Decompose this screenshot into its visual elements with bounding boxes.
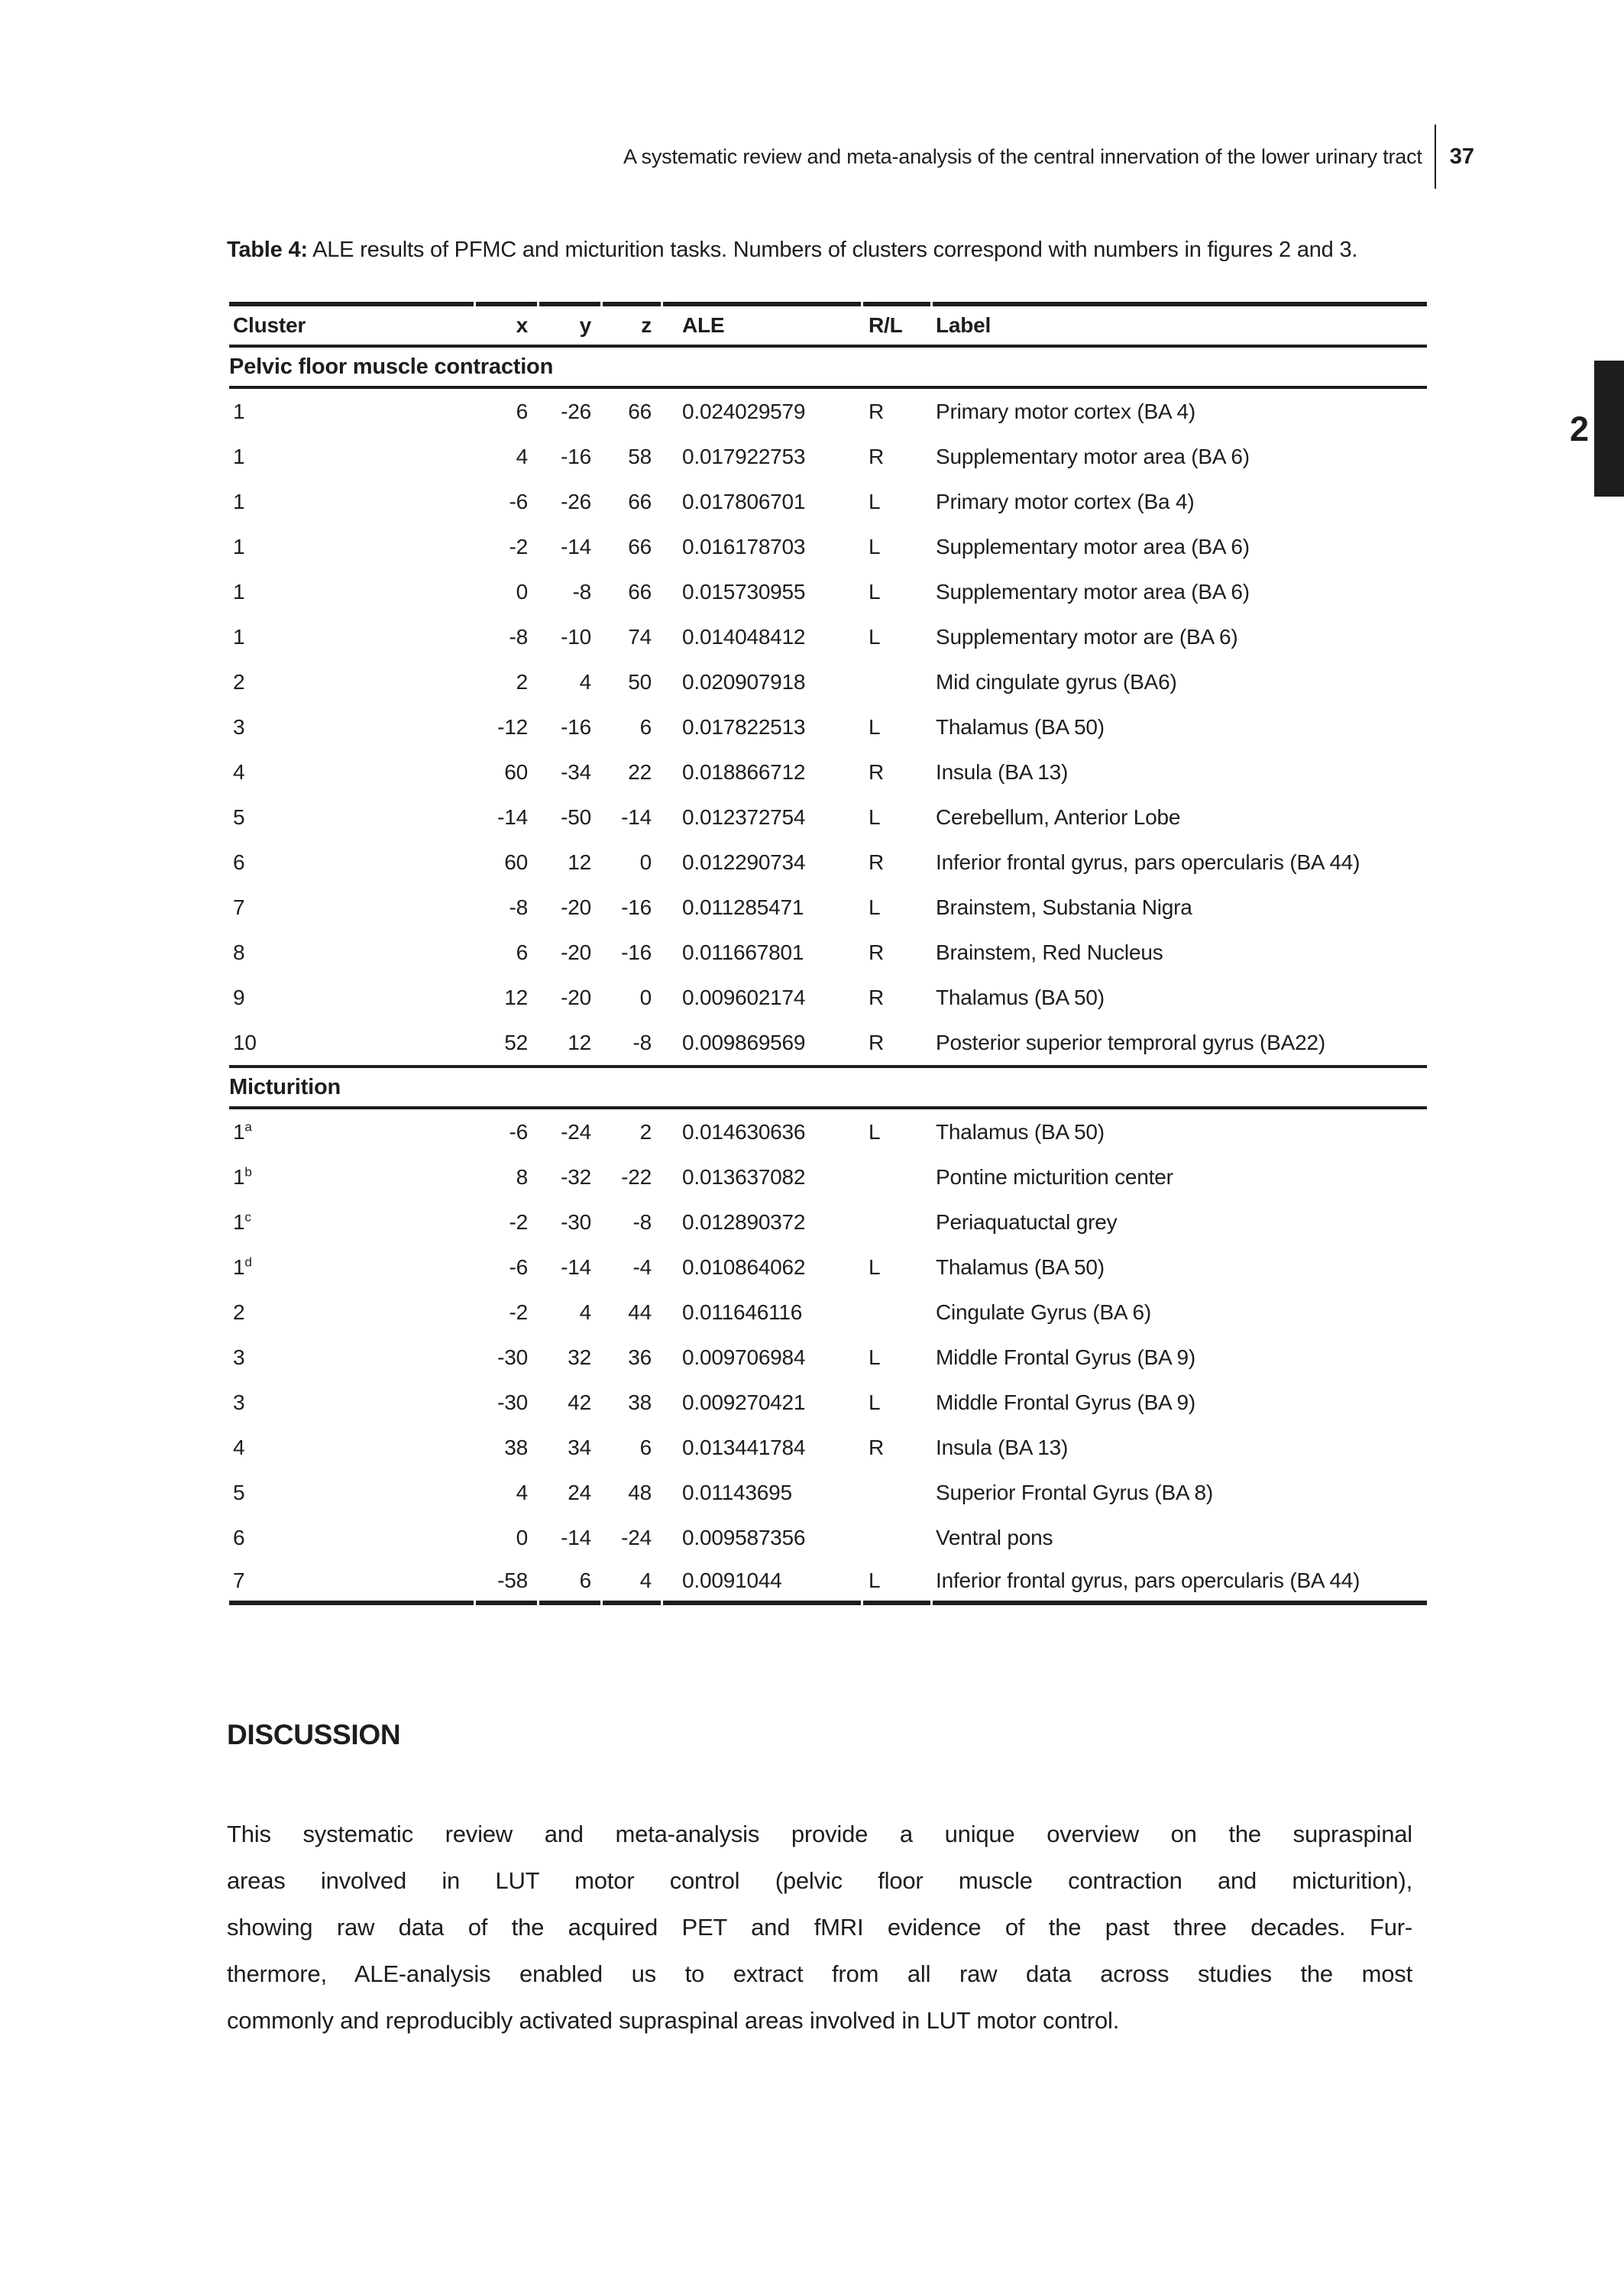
cell-cluster: 4 bbox=[233, 759, 245, 784]
table-row bbox=[229, 569, 1427, 614]
cell-cluster: 1 bbox=[233, 624, 245, 649]
cell-label: Brainstem, Red Nucleus bbox=[936, 940, 1163, 964]
cell-z: 4 bbox=[603, 1560, 661, 1605]
table-row bbox=[229, 1335, 1427, 1380]
cell-x: 2 bbox=[516, 669, 528, 694]
cell-cluster: 3 bbox=[233, 1390, 245, 1414]
cell-x: 4 bbox=[516, 1480, 528, 1504]
cell-y: -16 bbox=[561, 444, 591, 468]
cell-cluster: 5 bbox=[233, 804, 245, 829]
table-row bbox=[229, 795, 1427, 840]
cell-cluster: 7 bbox=[233, 895, 245, 919]
cell-x: -6 bbox=[509, 1254, 528, 1279]
cell-ale: 0.016178703 bbox=[682, 534, 806, 558]
table-section-row bbox=[229, 345, 1427, 389]
table-row bbox=[229, 1470, 1427, 1515]
section-title: Micturition bbox=[229, 1065, 1427, 1109]
table-row bbox=[229, 479, 1427, 524]
cell-z: -16 bbox=[621, 940, 652, 964]
cluster-superscript: c bbox=[244, 1209, 251, 1225]
cell-ale: 0.014630636 bbox=[682, 1119, 806, 1144]
table-row bbox=[229, 1515, 1427, 1560]
cell-x: -2 bbox=[509, 1209, 528, 1234]
cell-rl bbox=[863, 1515, 930, 1560]
cell-y: -26 bbox=[561, 399, 591, 423]
table-row bbox=[229, 975, 1427, 1020]
cell-cluster: 6 bbox=[233, 850, 245, 874]
cell-cluster: 1$^d$ bbox=[233, 1254, 252, 1279]
table-row bbox=[229, 1560, 1427, 1605]
cell-rl: L bbox=[863, 1560, 930, 1605]
cell-label: Supplementary motor area (BA 6) bbox=[936, 444, 1250, 468]
cell-x: 8 bbox=[516, 1164, 528, 1189]
cell-y: -50 bbox=[561, 804, 591, 829]
cell-z: 66 bbox=[628, 534, 652, 558]
cell-y: 4 bbox=[579, 669, 591, 694]
paragraph-line: showing raw data of the acquired PET and fMRI evidence of the past three decades. Fur- bbox=[227, 1914, 1412, 1941]
cell-z: 6 bbox=[639, 714, 652, 739]
cell-x: 60 bbox=[504, 850, 528, 874]
column-header-cluster: Cluster bbox=[229, 302, 474, 345]
cell-ale: 0.015730955 bbox=[682, 579, 806, 604]
cell-label: Superior Frontal Gyrus (BA 8) bbox=[936, 1480, 1213, 1504]
cell-cluster: 1 bbox=[233, 444, 245, 468]
table-header-row bbox=[229, 302, 1427, 345]
table-row bbox=[229, 840, 1427, 885]
cell-x: 6 bbox=[516, 940, 528, 964]
cell-rl: R bbox=[869, 399, 885, 423]
cell-x: 6 bbox=[516, 399, 528, 423]
table-row bbox=[229, 1245, 1427, 1290]
cell-label: Mid cingulate gyrus (BA6) bbox=[936, 669, 1177, 694]
cell-cluster: 3 bbox=[233, 714, 245, 739]
cell-ale: 0.011667801 bbox=[682, 940, 804, 964]
cell-rl: L bbox=[869, 579, 881, 604]
cell-ale: 0.017922753 bbox=[682, 444, 806, 468]
cell-y: -24 bbox=[561, 1119, 591, 1144]
cell-cluster: 2 bbox=[233, 669, 245, 694]
cell-rl: L bbox=[869, 804, 881, 829]
table-row bbox=[229, 1020, 1427, 1065]
cell-label: Supplementary motor area (BA 6) bbox=[936, 579, 1250, 604]
cell-x: -30 bbox=[497, 1345, 528, 1369]
cell-label: Posterior superior temproral gyrus (BA22) bbox=[936, 1030, 1325, 1054]
cell-z: 44 bbox=[628, 1300, 652, 1324]
table-section-row bbox=[229, 1065, 1427, 1109]
cell-label: Supplementary motor area (BA 6) bbox=[936, 534, 1250, 558]
cell-ale: 0.012290734 bbox=[682, 850, 806, 874]
column-header-rl: R/L bbox=[863, 302, 930, 345]
cell-rl: R bbox=[869, 850, 885, 874]
cell-cluster: 4 bbox=[233, 1435, 245, 1459]
cell-rl: L bbox=[869, 1390, 881, 1414]
cell-z: 50 bbox=[628, 669, 652, 694]
cell-y: -14 bbox=[561, 1525, 591, 1549]
cell-x: 4 bbox=[516, 444, 528, 468]
cell-z: 0 bbox=[639, 985, 652, 1009]
cell-label: Middle Frontal Gyrus (BA 9) bbox=[936, 1345, 1196, 1369]
cell-ale: 0.024029579 bbox=[682, 399, 806, 423]
cell-label: Insula (BA 13) bbox=[936, 1435, 1069, 1459]
cell-label: Middle Frontal Gyrus (BA 9) bbox=[936, 1390, 1196, 1414]
cell-ale: 0.009587356 bbox=[682, 1525, 806, 1549]
column-header-label: Label bbox=[933, 302, 1427, 345]
cell-z: 36 bbox=[628, 1345, 652, 1369]
cell-cluster: 1 bbox=[233, 399, 245, 423]
cell-x: -8 bbox=[509, 895, 528, 919]
cell-y: 6 bbox=[539, 1560, 600, 1605]
table-row bbox=[229, 930, 1427, 975]
cell-y: -14 bbox=[561, 534, 591, 558]
cell-x: -14 bbox=[497, 804, 528, 829]
cell-y: 34 bbox=[568, 1435, 591, 1459]
cell-ale: 0.0091044 bbox=[663, 1560, 861, 1605]
cell-ale: 0.020907918 bbox=[682, 669, 806, 694]
table-row bbox=[229, 1425, 1427, 1470]
table-row bbox=[229, 1290, 1427, 1335]
paragraph-line: thermore, ALE-analysis enabled us to extract from all raw data across studies the most bbox=[227, 1960, 1412, 1987]
table-row bbox=[229, 1380, 1427, 1425]
table-caption bbox=[227, 235, 1419, 265]
cell-z: 66 bbox=[628, 489, 652, 513]
paragraph-line: This systematic review and meta-analysis provide a unique overview on the supraspinal bbox=[227, 1821, 1412, 1847]
cell-x: -12 bbox=[497, 714, 528, 739]
cell-rl bbox=[863, 659, 930, 704]
cell-y: -32 bbox=[561, 1164, 591, 1189]
cluster-superscript: d bbox=[244, 1254, 252, 1270]
cell-cluster: 10 bbox=[233, 1030, 257, 1054]
cluster-superscript: b bbox=[244, 1164, 252, 1180]
cell-label: Thalamus (BA 50) bbox=[936, 1119, 1105, 1144]
table-row bbox=[229, 389, 1427, 434]
cell-label: Inferior frontal gyrus, pars opercularis (BA 44) bbox=[936, 850, 1360, 874]
cell-ale: 0.010864062 bbox=[682, 1254, 806, 1279]
cell-rl: L bbox=[869, 1254, 881, 1279]
cell-y: -26 bbox=[561, 489, 591, 513]
cell-y: -8 bbox=[572, 579, 591, 604]
cell-y: 24 bbox=[568, 1480, 591, 1504]
cell-ale: 0.009869569 bbox=[682, 1030, 806, 1054]
cell-y: 4 bbox=[579, 1300, 591, 1324]
cell-ale: 0.017822513 bbox=[682, 714, 806, 739]
cell-cluster: 3 bbox=[233, 1345, 245, 1369]
table-row bbox=[229, 614, 1427, 659]
cell-z: -24 bbox=[621, 1525, 652, 1549]
cell-x: -2 bbox=[509, 1300, 528, 1324]
cell-ale: 0.018866712 bbox=[682, 759, 806, 784]
discussion-heading: DISCUSSION bbox=[227, 1719, 401, 1750]
cell-cluster: 6 bbox=[233, 1525, 245, 1549]
cell-cluster: 1$^b$ bbox=[233, 1164, 252, 1189]
cell-label: Insula (BA 13) bbox=[936, 759, 1069, 784]
table-row bbox=[229, 749, 1427, 795]
cell-cluster: 7 bbox=[229, 1560, 474, 1605]
cell-y: 12 bbox=[568, 850, 591, 874]
cell-rl: R bbox=[869, 1030, 885, 1054]
table-caption-label: Table 4: bbox=[227, 238, 308, 262]
cell-z: 66 bbox=[628, 579, 652, 604]
cell-rl: R bbox=[869, 444, 885, 468]
cell-label: Primary motor cortex (Ba 4) bbox=[936, 489, 1195, 513]
cell-rl: R bbox=[869, 759, 885, 784]
ale-results-table bbox=[227, 302, 1429, 1605]
table-row bbox=[229, 434, 1427, 479]
table-row bbox=[229, 1199, 1427, 1245]
cell-y: -20 bbox=[561, 940, 591, 964]
cell-ale: 0.013637082 bbox=[682, 1164, 806, 1189]
cell-y: -34 bbox=[561, 759, 591, 784]
cell-label: Pontine micturition center bbox=[936, 1164, 1173, 1189]
cell-z: 2 bbox=[639, 1119, 652, 1144]
chapter-tab-marker bbox=[1594, 361, 1624, 497]
cell-rl bbox=[863, 1154, 930, 1199]
header-divider-rule bbox=[1435, 125, 1436, 189]
cell-rl: R bbox=[869, 940, 885, 964]
cell-ale: 0.012890372 bbox=[682, 1209, 806, 1234]
column-header-z: z bbox=[603, 302, 661, 345]
cell-x: -2 bbox=[509, 534, 528, 558]
table-row bbox=[229, 524, 1427, 569]
cell-rl: L bbox=[869, 534, 881, 558]
cell-z: -4 bbox=[632, 1254, 652, 1279]
cell-label: Ventral pons bbox=[936, 1525, 1053, 1549]
cell-x: -8 bbox=[509, 624, 528, 649]
cell-label: Thalamus (BA 50) bbox=[936, 985, 1105, 1009]
cell-cluster: 1 bbox=[233, 579, 245, 604]
cell-cluster: 2 bbox=[233, 1300, 245, 1324]
cell-rl bbox=[863, 1199, 930, 1245]
cell-rl: L bbox=[869, 714, 881, 739]
chapter-number: 2 bbox=[1569, 410, 1589, 448]
cell-z: -16 bbox=[621, 895, 652, 919]
discussion-paragraph bbox=[227, 1811, 1412, 2044]
cell-z: -22 bbox=[621, 1164, 652, 1189]
cell-z: 38 bbox=[628, 1390, 652, 1414]
cell-rl: L bbox=[869, 624, 881, 649]
cell-x: 0 bbox=[516, 579, 528, 604]
cell-y: 32 bbox=[568, 1345, 591, 1369]
cell-rl: L bbox=[869, 1345, 881, 1369]
cell-z: -8 bbox=[632, 1030, 652, 1054]
cell-y: -20 bbox=[561, 895, 591, 919]
paragraph-line: commonly and reproducibly activated supraspinal areas involved in LUT motor control. bbox=[227, 2007, 1120, 2034]
cell-ale: 0.017806701 bbox=[682, 489, 806, 513]
cell-z: 48 bbox=[628, 1480, 652, 1504]
cell-ale: 0.01143695 bbox=[682, 1480, 792, 1504]
running-header-title: A systematic review and meta-analysis of the central innervation of the lower urinary tract bbox=[623, 144, 1422, 168]
cell-x: 38 bbox=[504, 1435, 528, 1459]
table-row bbox=[229, 1154, 1427, 1199]
page-number: 37 bbox=[1449, 144, 1474, 169]
cell-ale: 0.011646116 bbox=[682, 1300, 803, 1324]
cell-rl bbox=[863, 1470, 930, 1515]
cell-z: -8 bbox=[632, 1209, 652, 1234]
column-header-x: x bbox=[476, 302, 537, 345]
cell-x: -6 bbox=[509, 1119, 528, 1144]
cell-y: -30 bbox=[561, 1209, 591, 1234]
cell-x: 0 bbox=[516, 1525, 528, 1549]
cell-label: Periaquatuctal grey bbox=[936, 1209, 1118, 1234]
cell-ale: 0.014048412 bbox=[682, 624, 806, 649]
column-header-ale: ALE bbox=[663, 302, 861, 345]
cell-rl: L bbox=[869, 489, 881, 513]
cell-y: -14 bbox=[561, 1254, 591, 1279]
cell-x: 52 bbox=[504, 1030, 528, 1054]
cell-z: 74 bbox=[628, 624, 652, 649]
table-row bbox=[229, 659, 1427, 704]
cell-rl: L bbox=[869, 895, 881, 919]
cell-ale: 0.009706984 bbox=[682, 1345, 806, 1369]
cell-z: 66 bbox=[628, 399, 652, 423]
cell-z: -14 bbox=[621, 804, 652, 829]
cluster-superscript: a bbox=[244, 1119, 252, 1135]
cell-rl bbox=[863, 1290, 930, 1335]
cell-label: Thalamus (BA 50) bbox=[936, 714, 1105, 739]
table-row bbox=[229, 885, 1427, 930]
cell-cluster: 1$^a$ bbox=[233, 1119, 252, 1144]
cell-z: 58 bbox=[628, 444, 652, 468]
cell-x: 12 bbox=[504, 985, 528, 1009]
cell-label: Inferior frontal gyrus, pars opercularis (BA 44) bbox=[933, 1560, 1427, 1605]
table-body bbox=[229, 345, 1427, 1605]
cell-cluster: 5 bbox=[233, 1480, 245, 1504]
cell-label: Cerebellum, Anterior Lobe bbox=[936, 804, 1181, 829]
cell-label: Cingulate Gyrus (BA 6) bbox=[936, 1300, 1151, 1324]
cell-cluster: 1 bbox=[233, 489, 245, 513]
cell-y: -10 bbox=[561, 624, 591, 649]
cell-ale: 0.011285471 bbox=[682, 895, 804, 919]
table-row bbox=[229, 1109, 1427, 1154]
cell-x: 60 bbox=[504, 759, 528, 784]
cell-cluster: 9 bbox=[233, 985, 245, 1009]
cell-ale: 0.009602174 bbox=[682, 985, 806, 1009]
cell-x: -58 bbox=[476, 1560, 537, 1605]
column-header-y: y bbox=[539, 302, 600, 345]
cell-label: Primary motor cortex (BA 4) bbox=[936, 399, 1196, 423]
cell-ale: 0.012372754 bbox=[682, 804, 806, 829]
cell-label: Thalamus (BA 50) bbox=[936, 1254, 1105, 1279]
cell-z: 0 bbox=[639, 850, 652, 874]
cell-y: -16 bbox=[561, 714, 591, 739]
cell-x: -30 bbox=[497, 1390, 528, 1414]
cell-z: 6 bbox=[639, 1435, 652, 1459]
cell-rl: R bbox=[869, 1435, 885, 1459]
cell-ale: 0.009270421 bbox=[682, 1390, 806, 1414]
section-title: Pelvic floor muscle contraction bbox=[229, 345, 1427, 389]
cell-y: -20 bbox=[561, 985, 591, 1009]
paragraph-line: areas involved in LUT motor control (pelvic floor muscle contraction and micturition), bbox=[227, 1867, 1412, 1894]
running-header bbox=[0, 125, 1474, 189]
cell-cluster: 8 bbox=[233, 940, 245, 964]
table-row bbox=[229, 704, 1427, 749]
cell-y: 42 bbox=[568, 1390, 591, 1414]
cell-cluster: 1 bbox=[233, 534, 245, 558]
cell-x: -6 bbox=[509, 489, 528, 513]
cell-y: 12 bbox=[568, 1030, 591, 1054]
cell-ale: 0.013441784 bbox=[682, 1435, 806, 1459]
cell-rl: L bbox=[869, 1119, 881, 1144]
cell-rl: R bbox=[869, 985, 885, 1009]
cell-label: Brainstem, Substania Nigra bbox=[936, 895, 1192, 919]
cell-z: 22 bbox=[628, 759, 652, 784]
table-caption-text: ALE results of PFMC and micturition tasks. Numbers of clusters correspond with numbers in figures 2 and 3. bbox=[307, 238, 1358, 262]
cell-cluster: 1$^c$ bbox=[233, 1209, 251, 1234]
cell-label: Supplementary motor are (BA 6) bbox=[936, 624, 1238, 649]
